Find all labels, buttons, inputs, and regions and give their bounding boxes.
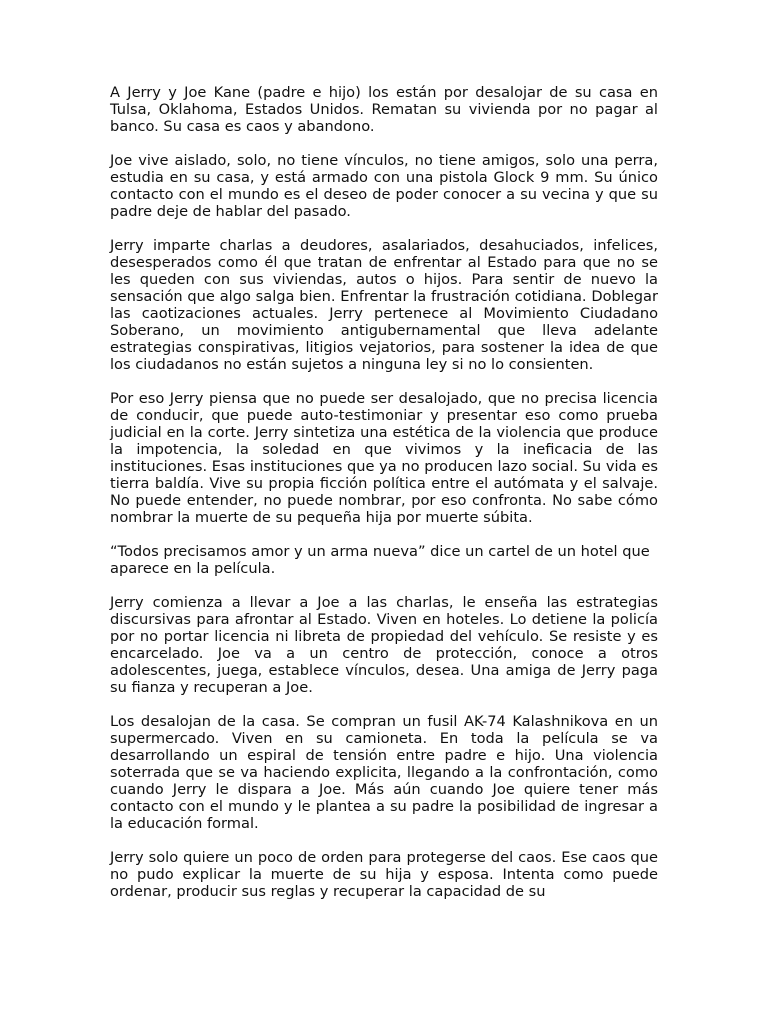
paragraph-6: Jerry comienza a llevar a Joe a las charlas, le enseña las estrategias discursivas para afrontar al Estado. Viven en hoteles. Lo detiene la policía por no portar licencia ni libreta de propiedad del vehículo. Se resiste y es encarcelado. Joe va a un centro de protección, conoce a otros adolescentes, juega, establece vínculos, desea. Una amiga de Jerry paga su fianza y recuperan a Joe. <box>110 594 658 696</box>
paragraph-5-quote: “Todos precisamos amor y un arma nueva” dice un cartel de un hotel que aparece en la película. <box>110 543 650 577</box>
paragraph-7: Los desalojan de la casa. Se compran un fusil AK-74 Kalashnikova en un supermercado. Viven en su camioneta. En toda la película se va desarrollando un espiral de tensión entre padre e hijo. Una violencia soterrada que se va haciendo explicita, llegando a la confrontación, como cuando Jerry le dispara a Joe. Más aún cuando Joe quiere tener más contacto con el mundo y le plantea a su padre la posibilidad de ingresar a la educación formal. <box>110 713 658 832</box>
paragraph-1: A Jerry y Joe Kane (padre e hijo) los están por desalojar de su casa en Tulsa, Oklahoma, Estados Unidos. Rematan su vivienda por no pagar al banco. Su casa es caos y abandono. <box>110 84 658 135</box>
paragraph-2: Joe vive aislado, solo, no tiene vínculos, no tiene amigos, solo una perra, estudia en su casa, y está armado con una pistola Glock 9 mm. Su único contacto con el mundo es el deseo de poder conocer a su vecina y que su padre deje de hablar del pasado. <box>110 152 658 220</box>
paragraph-8: Jerry solo quiere un poco de orden para protegerse del caos. Ese caos que no pudo explicar la muerte de su hija y esposa. Intenta como puede ordenar, producir sus reglas y recuperar la capacidad de su <box>110 849 658 900</box>
paragraph-4: Por eso Jerry piensa que no puede ser desalojado, que no precisa licencia de conducir, que puede auto-testimoniar y presentar eso como prueba judicial en la corte. Jerry sintetiza una estética de la violencia que produce la impotencia, la soledad en que vivimos y la ineficacia de las instituciones. Esas instituciones que ya no producen lazo social. Su vida es tierra baldía. Vive su propia ficción política entre el autómata y el salvaje. No puede entender, no puede nombrar, por eso confronta. No sabe cómo nombrar la muerte de su pequeña hija por muerte súbita. <box>110 390 658 526</box>
paragraph-3: Jerry imparte charlas a deudores, asalariados, desahuciados, infelices, desesperados como él que tratan de enfrentar al Estado para que no se les queden con sus viviendas, autos o hijos. Para sentir de nuevo la sensación que algo salga bien. Enfrentar la frustración cotidiana. Doblegar las caotizaciones actuales. Jerry pertenece al Movimiento Ciudadano Soberano, un movimiento antigubernamental que lleva adelante estrategias conspirativas, litigios vejatorios, para sostener la idea de que los ciudadanos no están sujetos a ninguna ley si no lo consienten. <box>110 237 658 373</box>
document-page <box>110 84 658 917</box>
